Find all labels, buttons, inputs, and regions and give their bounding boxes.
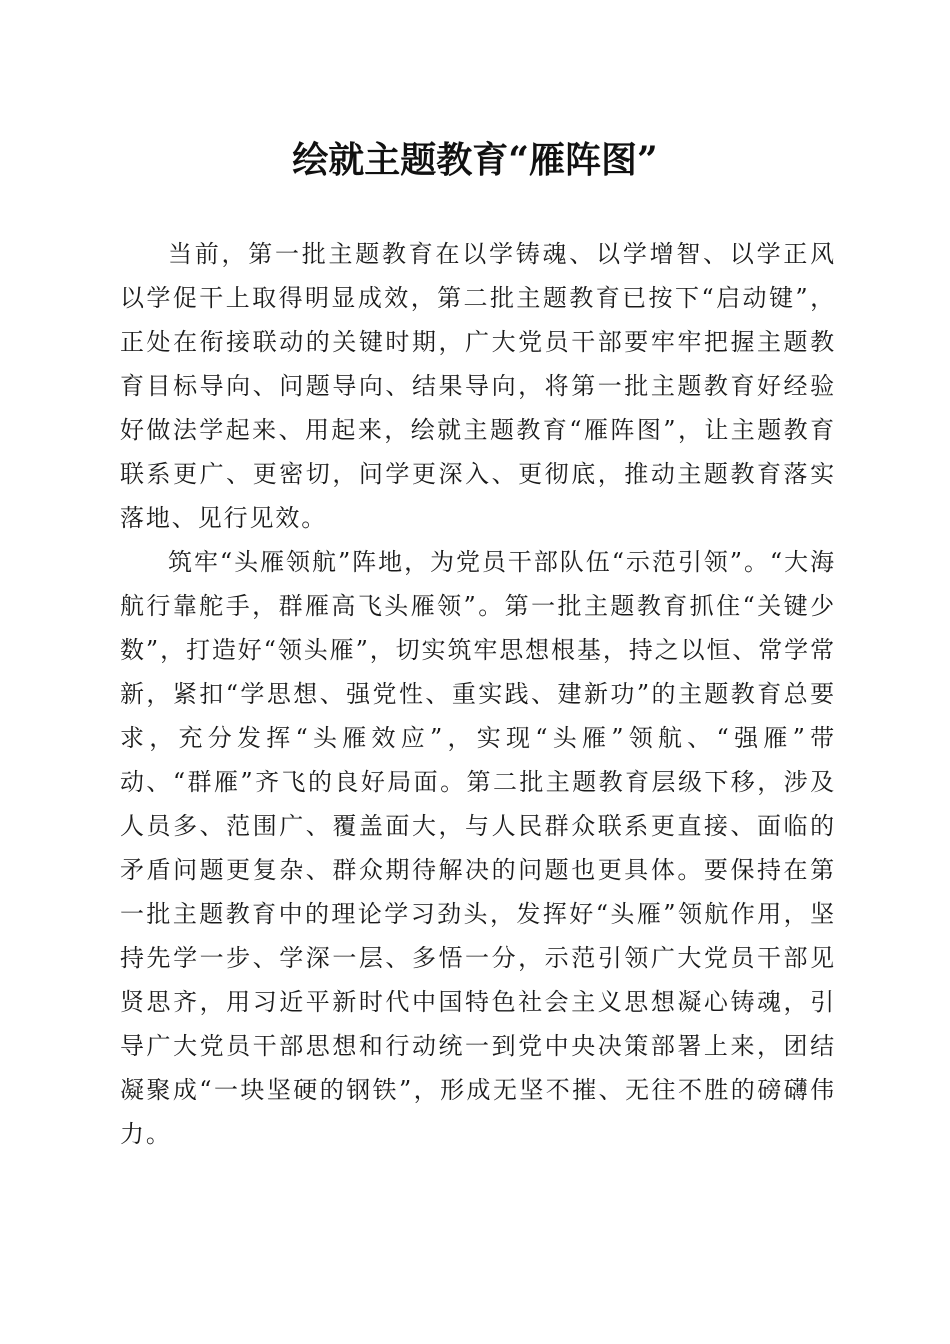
paragraph-lead-goose: 筑牢“头雁领航”阵地，为党员干部队伍“示范引领”。“大海航行靠舵手，群雁高飞头雁领”。第一批主题教育抓住“关键少数”，打造好“领头雁”，切实筑牢思想根基，持之以恒、常学常新，紧扣“学思想、强党性、重实践、建新功”的主题教育总要求，充分发挥“头雁效应”，实现“头雁”领航、“强雁”带动、“群雁”齐飞的良好局面。第二批主题教育层级下移，涉及人员多、范围广、覆盖面大，与人民群众联系更直接、面临的矛盾问题更复杂、群众期待解决的问题也更具体。要保持在第一批主题教育中的理论学习劲头，发挥好“头雁”领航作用，坚持先学一步、学深一层、多悟一分，示范引领广大党员干部见贤思齐，用习近平新时代中国特色社会主义思想凝心铸魂，引导广大党员干部思想和行动统一到党中央决策部署上来，团结凝聚成“一块坚硬的钢铁”，形成无坚不摧、无往不胜的磅礴伟力。 [120,548,836,1148]
paragraph-intro: 当前，第一批主题教育在以学铸魂、以学增智、以学正风以学促干上取得明显成效，第二批主题教育已按下“启动键”，正处在衔接联动的关键时期，广大党员干部要牢牢把握主题教育目标导向、问题导向、结果导向，将第一批主题教育好经验好做法学起来、用起来，绘就主题教育“雁阵图”，让主题教育联系更广、更密切，问学更深入、更彻底，推动主题教育落实落地、见行见效。 [120,240,836,532]
document-title: 绘就主题教育“雁阵图” [292,139,658,181]
document-body [120,232,836,1156]
